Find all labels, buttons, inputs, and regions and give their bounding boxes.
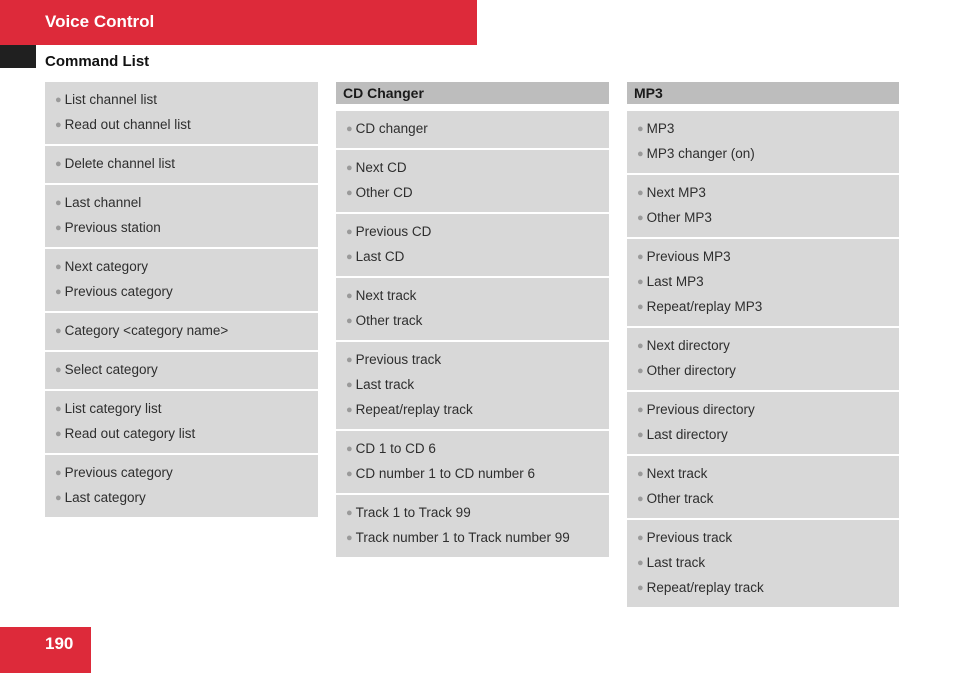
command-item <box>346 348 599 373</box>
bullet-icon: ● <box>346 187 353 199</box>
command-text: Read out channel list <box>64 117 191 132</box>
command-column-mp3 <box>627 82 899 609</box>
command-item <box>637 487 889 512</box>
command-text: Select category <box>64 362 158 377</box>
command-item <box>346 245 599 270</box>
command-item <box>55 397 308 422</box>
command-item <box>55 216 308 241</box>
command-item <box>346 501 599 526</box>
bullet-icon: ● <box>637 365 644 377</box>
command-text: Repeat/replay track <box>646 580 764 595</box>
command-item <box>637 359 889 384</box>
bullet-icon: ● <box>346 290 353 302</box>
command-text: Last track <box>646 555 706 570</box>
command-item <box>637 334 889 359</box>
command-text: CD changer <box>355 121 428 136</box>
bullet-icon: ● <box>55 428 62 440</box>
command-text: Previous station <box>64 220 161 235</box>
bullet-icon: ● <box>637 148 644 160</box>
command-group <box>627 111 899 175</box>
command-group <box>336 111 609 150</box>
command-item <box>55 255 308 280</box>
command-item <box>55 461 308 486</box>
command-item <box>637 181 889 206</box>
command-text: Previous track <box>646 530 733 545</box>
command-item <box>637 117 889 142</box>
bullet-icon: ● <box>55 197 62 209</box>
command-text: Previous directory <box>646 402 755 417</box>
bullet-icon: ● <box>55 467 62 479</box>
command-group <box>45 313 318 352</box>
command-text: Previous track <box>355 352 442 367</box>
bullet-icon: ● <box>637 276 644 288</box>
command-text: Other track <box>355 313 423 328</box>
command-item <box>55 486 308 511</box>
bullet-icon: ● <box>55 403 62 415</box>
command-item <box>637 142 889 167</box>
command-group <box>45 146 318 185</box>
bullet-icon: ● <box>55 286 62 298</box>
bullet-icon: ● <box>637 340 644 352</box>
command-group <box>627 520 899 609</box>
command-group <box>336 495 609 559</box>
bullet-icon: ● <box>346 315 353 327</box>
command-text: Other CD <box>355 185 413 200</box>
bullet-icon: ● <box>55 158 62 170</box>
section-marker-tab <box>0 45 36 68</box>
command-item <box>346 181 599 206</box>
command-item <box>346 462 599 487</box>
command-item <box>55 280 308 305</box>
command-group <box>45 391 318 455</box>
command-text: Last channel <box>64 195 142 210</box>
command-item <box>55 358 308 383</box>
command-text: Delete channel list <box>64 156 175 171</box>
command-text: Last CD <box>355 249 405 264</box>
bullet-icon: ● <box>346 123 353 135</box>
bullet-icon: ● <box>637 187 644 199</box>
bullet-icon: ● <box>346 443 353 455</box>
command-item <box>55 88 308 113</box>
page-number-box <box>0 627 91 673</box>
command-text: Last category <box>64 490 146 505</box>
command-item <box>346 309 599 334</box>
command-item <box>346 156 599 181</box>
command-column-general <box>45 82 318 519</box>
command-group <box>336 150 609 214</box>
bullet-icon: ● <box>55 94 62 106</box>
bullet-icon: ● <box>346 532 353 544</box>
command-item <box>637 270 889 295</box>
command-group <box>45 185 318 249</box>
command-text: Previous category <box>64 284 173 299</box>
command-group <box>336 278 609 342</box>
command-text: Previous category <box>64 465 173 480</box>
bullet-icon: ● <box>346 379 353 391</box>
command-item <box>346 373 599 398</box>
command-item <box>346 220 599 245</box>
command-text: Next MP3 <box>646 185 706 200</box>
command-item <box>637 398 889 423</box>
bullet-icon: ● <box>637 251 644 263</box>
bullet-icon: ● <box>637 429 644 441</box>
section-title: Command List <box>45 53 150 70</box>
command-group <box>627 239 899 328</box>
bullet-icon: ● <box>637 557 644 569</box>
command-text: Repeat/replay track <box>355 402 473 417</box>
bullet-icon: ● <box>637 301 644 313</box>
command-item <box>637 245 889 270</box>
command-text: Category <category name> <box>64 323 229 338</box>
page-number: 190 <box>45 634 74 653</box>
command-text: Next CD <box>355 160 407 175</box>
bullet-icon: ● <box>637 493 644 505</box>
command-group <box>627 328 899 392</box>
command-text: List category list <box>64 401 162 416</box>
command-item <box>346 526 599 551</box>
command-item <box>55 319 308 344</box>
command-text: Last track <box>355 377 415 392</box>
bullet-icon: ● <box>637 212 644 224</box>
command-item <box>55 422 308 447</box>
command-text: Track number 1 to Track number 99 <box>355 530 570 545</box>
command-text: MP3 <box>646 121 675 136</box>
command-item <box>637 206 889 231</box>
bullet-icon: ● <box>346 354 353 366</box>
command-item <box>637 295 889 320</box>
bullet-icon: ● <box>346 251 353 263</box>
bullet-icon: ● <box>55 261 62 273</box>
command-group <box>627 392 899 456</box>
bullet-icon: ● <box>637 582 644 594</box>
bullet-icon: ● <box>637 123 644 135</box>
column-heading: MP3 <box>627 82 899 104</box>
bullet-icon: ● <box>55 222 62 234</box>
bullet-icon: ● <box>55 492 62 504</box>
bullet-icon: ● <box>346 507 353 519</box>
command-text: MP3 changer (on) <box>646 146 755 161</box>
command-text: Other MP3 <box>646 210 712 225</box>
command-text: Next directory <box>646 338 730 353</box>
command-item <box>637 462 889 487</box>
command-text: Previous MP3 <box>646 249 731 264</box>
command-item <box>637 551 889 576</box>
command-text: Other directory <box>646 363 736 378</box>
command-item <box>637 423 889 448</box>
command-text: Last MP3 <box>646 274 704 289</box>
command-item <box>55 113 308 138</box>
command-group <box>45 249 318 313</box>
command-text: Next track <box>355 288 417 303</box>
command-item <box>346 398 599 423</box>
bullet-icon: ● <box>346 162 353 174</box>
command-group <box>627 456 899 520</box>
command-item <box>346 117 599 142</box>
command-text: Repeat/replay MP3 <box>646 299 763 314</box>
command-text: Next track <box>646 466 708 481</box>
command-item <box>346 437 599 462</box>
command-item <box>55 152 308 177</box>
command-text: Previous CD <box>355 224 432 239</box>
command-group <box>336 342 609 431</box>
command-group <box>336 214 609 278</box>
command-item <box>637 526 889 551</box>
command-text: List channel list <box>64 92 157 107</box>
command-group <box>627 175 899 239</box>
bullet-icon: ● <box>637 532 644 544</box>
column-heading: CD Changer <box>336 82 609 104</box>
bullet-icon: ● <box>637 468 644 480</box>
page-header-bar <box>0 0 477 45</box>
bullet-icon: ● <box>637 404 644 416</box>
command-text: Read out category list <box>64 426 196 441</box>
command-text: Track 1 to Track 99 <box>355 505 471 520</box>
command-item <box>346 284 599 309</box>
command-text: CD number 1 to CD number 6 <box>355 466 535 481</box>
command-text: Other track <box>646 491 714 506</box>
bullet-icon: ● <box>55 119 62 131</box>
command-text: Next category <box>64 259 148 274</box>
command-group <box>45 352 318 391</box>
command-item <box>55 191 308 216</box>
bullet-icon: ● <box>346 468 353 480</box>
command-text: Last directory <box>646 427 728 442</box>
bullet-icon: ● <box>55 325 62 337</box>
command-text: CD 1 to CD 6 <box>355 441 436 456</box>
command-group <box>45 82 318 146</box>
bullet-icon: ● <box>346 226 353 238</box>
command-group <box>45 455 318 519</box>
header-title: Voice Control <box>45 12 155 31</box>
bullet-icon: ● <box>55 364 62 376</box>
command-group <box>336 431 609 495</box>
command-item <box>637 576 889 601</box>
command-column-cd-changer <box>336 82 609 559</box>
bullet-icon: ● <box>346 404 353 416</box>
